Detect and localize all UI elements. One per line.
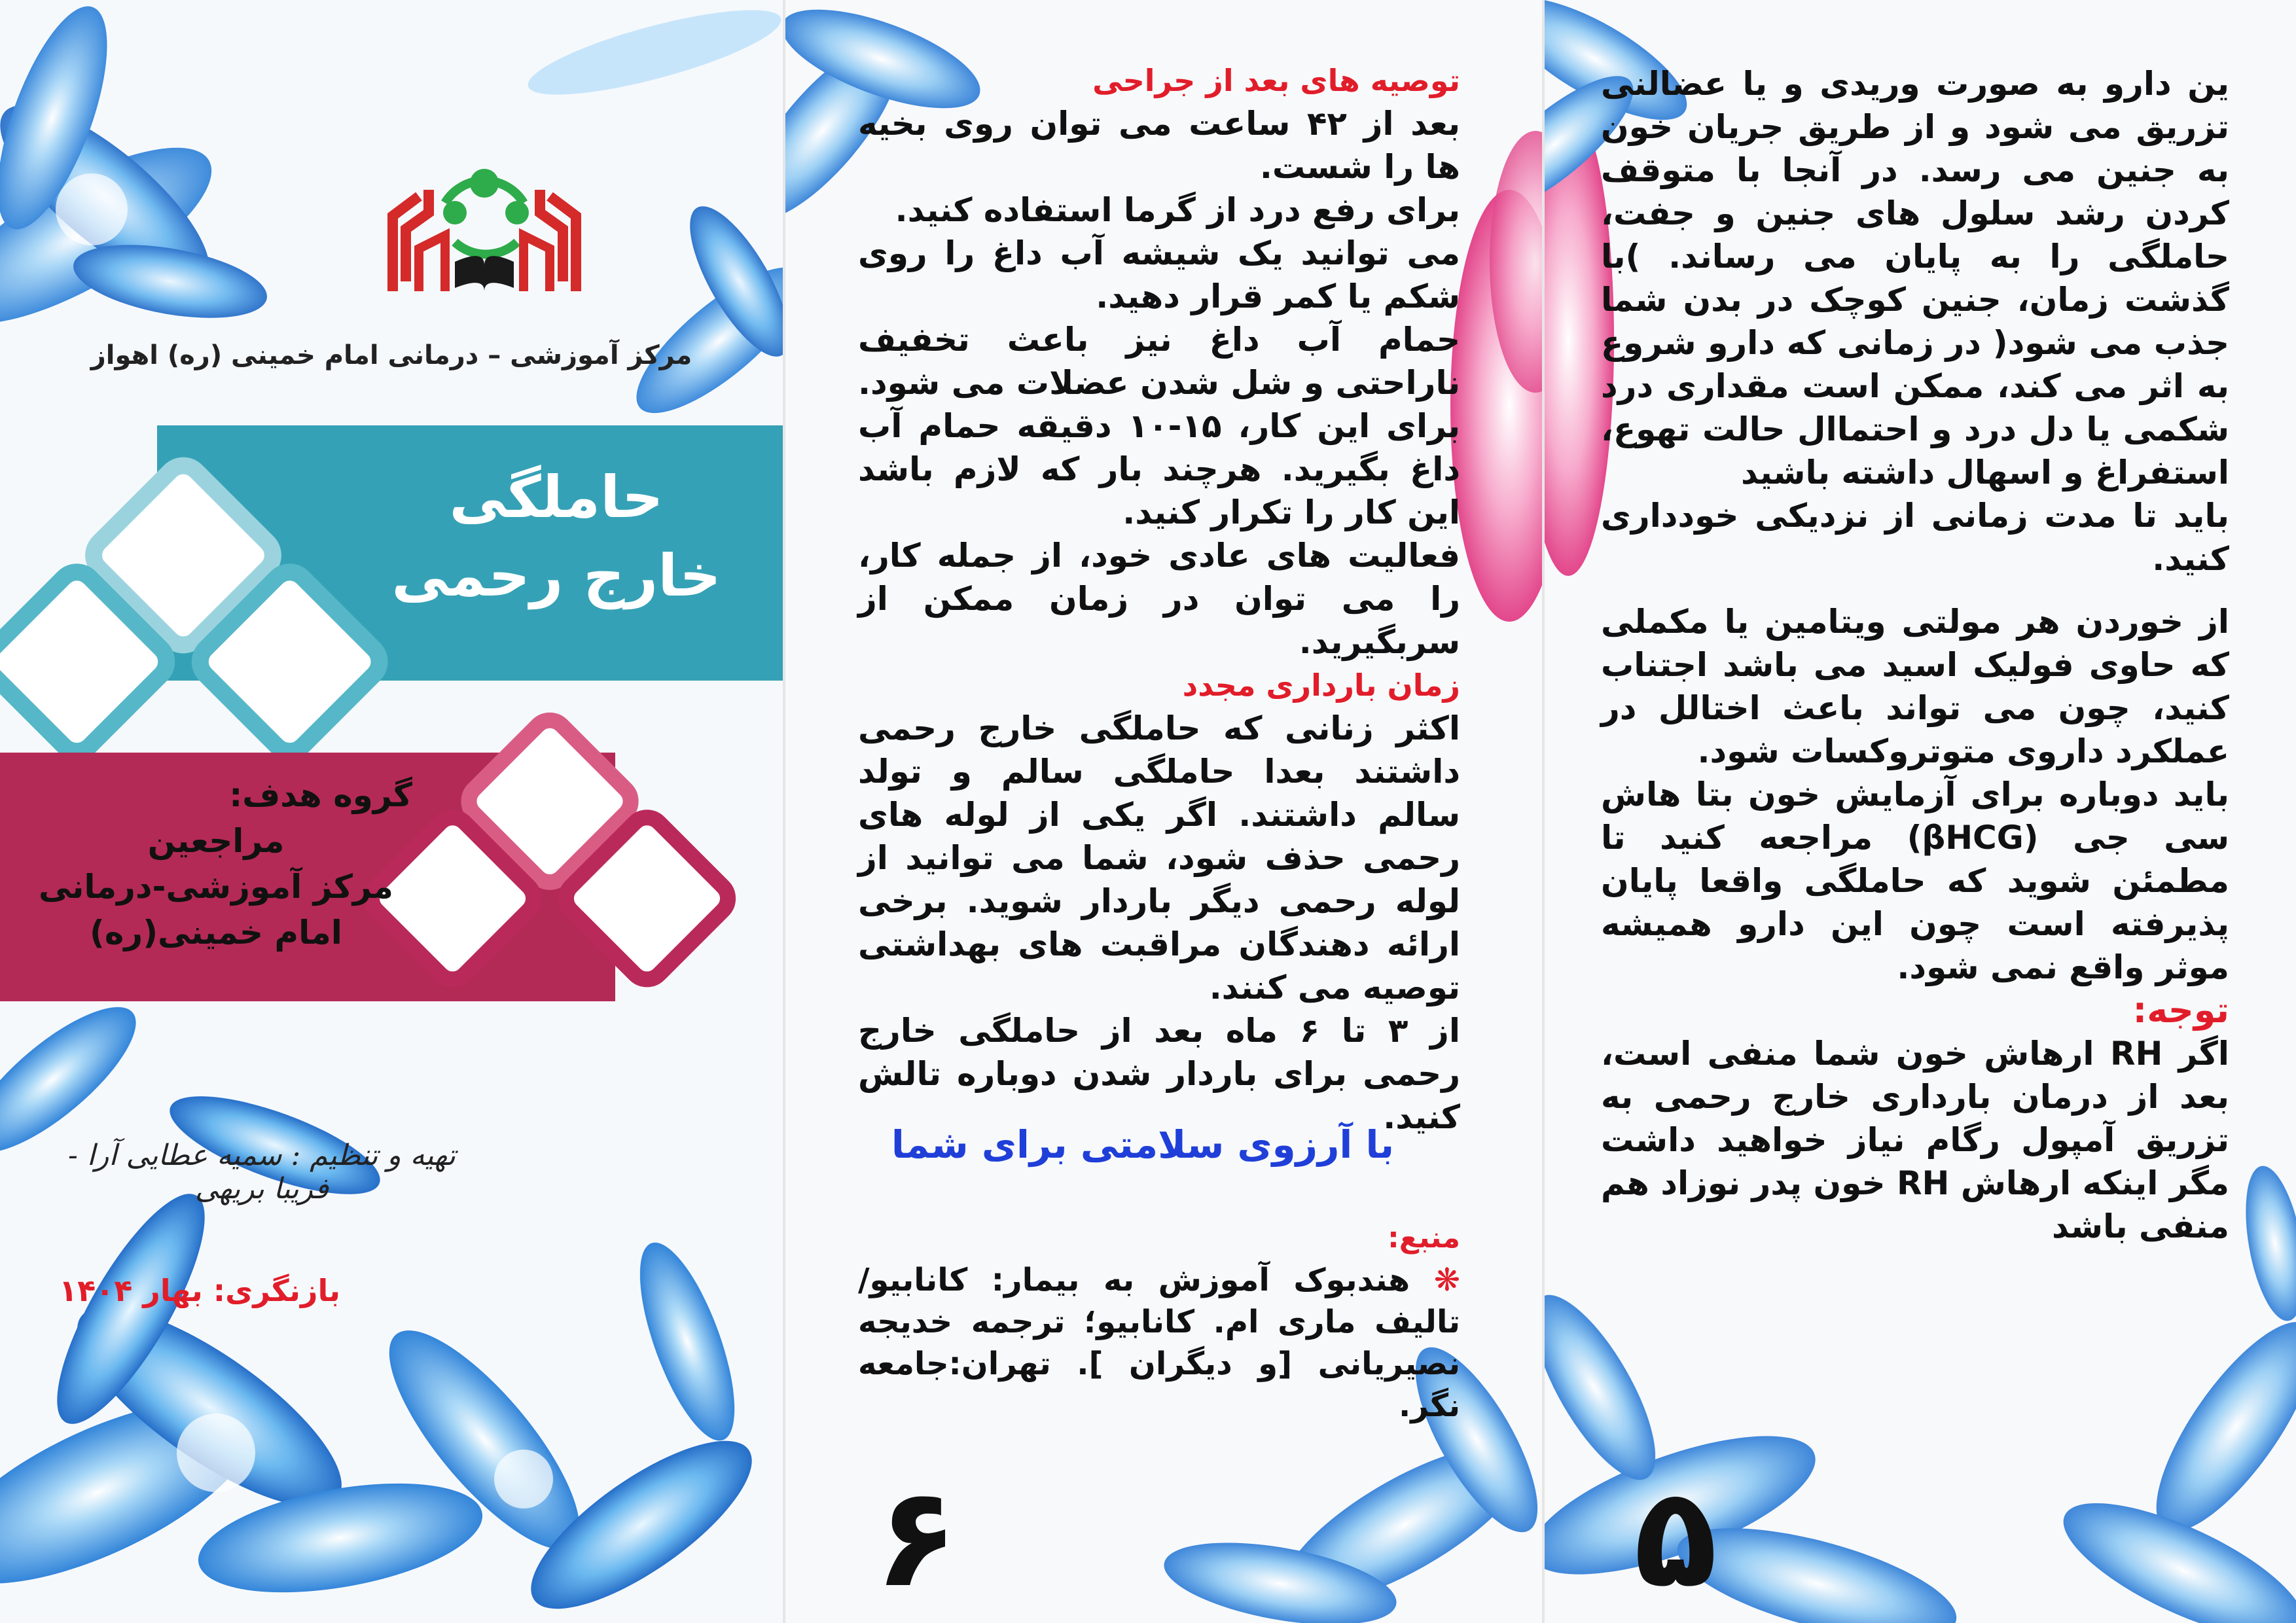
page-number: ۵ bbox=[1634, 1457, 1718, 1618]
title-line-1: حاملگی bbox=[449, 463, 664, 531]
page-5-panel bbox=[1542, 0, 2296, 1623]
author-credit: تهیه و تنظیم : سمیه عطایی آرا - فریبا بریهی bbox=[68, 1139, 456, 1205]
rec-5: فعالیت های عادی خود، از جمله کار، را می توان در زمان ممکن از سربگیرید. bbox=[858, 537, 1460, 661]
page-6-panel bbox=[783, 0, 1542, 1623]
para-4: باید دوباره برای آزمایش خون بتا هاش سی جی (βHCG) مراجعه کنید تا مطمئن شوید که حاملگی واقعا پایان پذیرفته است چون این دارو همیشه موثر واقع نمی شود. bbox=[1601, 776, 2229, 986]
heading-note: توجه: bbox=[2132, 990, 2229, 1031]
target-line-3: امام خمینی(ره) bbox=[90, 914, 342, 952]
note-text: اگر RH ارهاش خون شما منفی است، بعد از درمان بارداری خارج رحمی به تزریق آمپول رگام نیاز خواهید داشت مگر اینکه ارهاش RH خون پدر نوزاد هم منفی باشد bbox=[1601, 1035, 2229, 1245]
recommendations-column bbox=[858, 59, 1460, 1139]
heading-recommendations: توصیه های بعد از جراحی bbox=[1092, 63, 1460, 98]
rec-2: برای رفع درد از گرما استفاده کنید. bbox=[895, 191, 1460, 229]
title-line-2: خارج رحمی bbox=[391, 542, 721, 609]
target-label: گروه هدف: bbox=[229, 776, 412, 814]
preg-2: از ۳ تا ۶ ماه بعد از حاملگی خارج رحمی برای باردار شدن دوباره تالش کنید. bbox=[858, 1012, 1460, 1136]
revision-date: بازنگری: بهار ۱۴۰۴ bbox=[59, 1273, 340, 1308]
para-3: از خوردن هر مولتی ویتامین یا مکملی که حاوی فولیک اسید می باشد اجتناب کنید، چون می تواند باعث اختالل در عملکرد داروی متوتروکسات شود. bbox=[1601, 603, 2229, 770]
page-number: ۶ bbox=[874, 1457, 959, 1618]
source-label: منبع: bbox=[1388, 1221, 1460, 1255]
treatment-column bbox=[1601, 62, 2229, 1248]
rec-3: می توانید یک شیشه آب داغ را روی شکم یا کمر قرار دهید. bbox=[858, 234, 1460, 315]
heading-pregnancy: زمان بارداری مجدد bbox=[1182, 668, 1460, 703]
source-text: هندبوک آموزش به بیمار: کانابیو/ تالیف ماری ام. کانابیو؛ ترجمه خدیجه نصیریانی [و دیگران ]. تهران:جامعه نگر. bbox=[858, 1262, 1460, 1424]
rec-1: بعد از ۴۲ ساعت می توان روی بخیه ها را شست. bbox=[858, 105, 1460, 186]
center-name: مرکز آموزشی – درمانی امام خمینی (ره) اهواز bbox=[90, 340, 692, 370]
cover-panel bbox=[0, 0, 783, 1623]
target-line-2: مرکز آموزشی-درمانی bbox=[39, 868, 393, 906]
source-section bbox=[858, 1217, 1460, 1427]
para-2: باید تا مدت زمانی از نزدیکی خودداری کنید. bbox=[1601, 497, 2229, 578]
target-group bbox=[20, 772, 412, 955]
target-line-1: مراجعین bbox=[147, 822, 285, 860]
brochure-title bbox=[367, 458, 746, 615]
wish-text: با آرزوی سلامتی برای شما bbox=[891, 1122, 1395, 1167]
preg-1: اکثر زنانی که حاملگی خارج رحمی داشتند بعدا حاملگی سالم و تولد سالم داشتند. اگر یکی از لوله های رحمی حذف شود، شما می توانید از لوله رحمی دیگر باردار شوید. برخی ارائه دهندگان مراقبت های بهداشتی توصیه می کنند. bbox=[858, 709, 1460, 1007]
hospital-book-logo-icon bbox=[393, 169, 576, 291]
para-1: ین دارو به صورت وریدی و یا عضالنی تزریق می شود و از طریق جریان خون به جنین می رسد. در آنجا با متوقف کردن رشد سلول های جنین و جفت، حاملگی را به پایان می رساند. )با گذشت زمان، جنین کوچک در بدن شما جذب می شود( در زمانی که دارو شروع به اثر می کند، ممکن است مقداری درد شکمی یا دل درد و احتماال حالت تهوع، استفراغ و اسهال داشته باشید bbox=[1601, 65, 2229, 491]
source-bullet-icon: ❋ bbox=[1433, 1262, 1460, 1298]
rec-4: حمام آب داغ نیز باعث تخفیف ناراحتی و شل شدن عضلات می شود. برای این کار، ۱۵-۱۰ دقیقه حمام آب داغ بگیرید. هرچند بار که لازم باشد این کار را تکرار کنید. bbox=[858, 321, 1460, 531]
